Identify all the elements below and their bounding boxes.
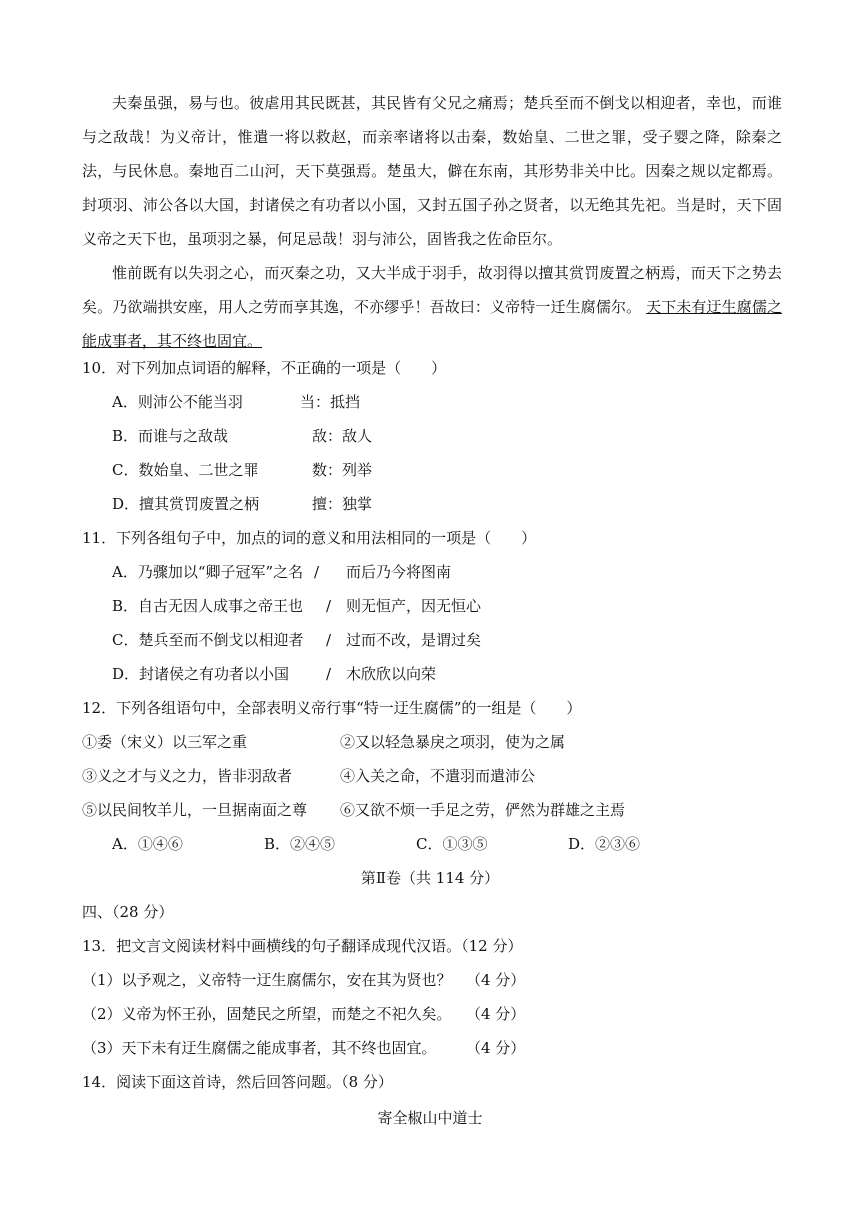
q10-option-a: A．则沛公不能当羽 [112, 393, 243, 411]
q11-option-b: B．自古无因人成事之帝王也 [112, 597, 304, 615]
q14-stem: 14．阅读下面这首诗，然后回答问题。（8 分） [82, 1073, 393, 1091]
q12-item-5: ⑤以民间牧羊儿，一旦据南面之尊 [82, 801, 308, 819]
q12-item-3: ③义之才与义之力，皆非羽敌者 [82, 767, 293, 785]
q13-item-3: （3）天下未有迂生腐儒之能成事者，其不终也固宜。 [82, 1039, 437, 1057]
q13-stem: 13．把文言文阅读材料中画横线的句子翻译成现代汉语。（12 分） [82, 937, 523, 955]
q12-choice-a: A．①④⑥ [112, 835, 183, 853]
q11-option-d-pair: 木欣欣以向荣 [346, 665, 437, 683]
q11-option-d-slash: / [326, 665, 332, 683]
q12-item-4: ④入关之命，不遣羽而遣沛公 [340, 767, 536, 785]
section-2-heading: 第Ⅱ卷（共 114 分） [360, 869, 500, 887]
q10-option-b-gloss: 敌：敌人 [312, 427, 373, 445]
q10-option-b: B．而谁与之敌哉 [112, 427, 229, 445]
q12-choice-b: B．②④⑤ [264, 835, 336, 853]
q13-item-2: （2）义帝为怀王孙，固楚民之所望，而楚之不祀久矣。 [82, 1005, 452, 1023]
q10-option-d-gloss: 擅：独掌 [312, 495, 373, 513]
q11-option-a: A．乃骤加以“卿子冠军”之名 [112, 563, 304, 581]
q11-option-b-slash: / [326, 597, 332, 615]
q11-option-a-pair: 而后乃今将图南 [346, 563, 452, 581]
part-4-heading: 四、（28 分） [82, 903, 174, 921]
passage-paragraph-2 [82, 256, 782, 358]
q12-item-6: ⑥又欲不烦一手足之劳，俨然为群雄之主焉 [340, 801, 626, 819]
q11-option-a-slash: / [314, 563, 320, 581]
q11-option-c: C．楚兵至而不倒戈以相迎者 [112, 631, 304, 649]
passage-paragraph-2-text: 惟前既有以失羽之心，而灭秦之功，又大半成于羽手，故羽得以擅其赏罚废置之柄焉，而天下之势去矣。乃欲端拱安座，用人之劳而享其逸，不亦缪乎！吾故曰：义帝特一迁生腐儒尔。 [82, 264, 782, 316]
q10-stem: 10．对下列加点词语的解释，不正确的一项是（ ） [82, 359, 447, 377]
q12-item-2: ②又以轻急暴戾之项羽，使为之属 [340, 733, 566, 751]
q10-option-c: C．数始皇、二世之罪 [112, 461, 259, 479]
q13-item-1-score: （4 分） [466, 971, 526, 989]
q10-option-a-gloss: 当：抵挡 [300, 393, 361, 411]
q12-stem: 12．下列各组语句中，全部表明义帝行事“特一迂生腐儒”的一组是（ ） [82, 699, 582, 717]
q13-item-3-score: （4 分） [466, 1039, 526, 1057]
q13-item-1: （1）以予观之，义帝特一迂生腐儒尔，安在其为贤也？ [82, 971, 452, 989]
q10-option-c-gloss: 数：列举 [312, 461, 373, 479]
q12-choice-d: D．②③⑥ [568, 835, 641, 853]
underlined-sentence: 天下未有迂生腐儒之能成事者，其不终也固宜。 [82, 298, 782, 350]
q11-option-b-pair: 则无恒产，因无恒心 [346, 597, 482, 615]
poem-title: 寄全椒山中道士 [377, 1109, 483, 1127]
q12-item-1: ①委（宋义）以三军之重 [82, 733, 248, 751]
q11-stem: 11．下列各组句子中，加点的词的意义和用法相同的一项是（ ） [82, 529, 537, 547]
q10-option-d: D．擅其赏罚废置之柄 [112, 495, 260, 513]
q12-choice-c: C．①③⑤ [416, 835, 488, 853]
q11-option-c-slash: / [326, 631, 332, 649]
q11-option-c-pair: 过而不改，是谓过矣 [346, 631, 482, 649]
passage-paragraph-1: 夫秦虽强，易与也。彼虐用其民既甚，其民皆有父兄之痛焉；楚兵至而不倒戈以相迎者，幸也，而谁与之敌哉！为义帝计，惟遣一将以救赵，而亲率诸将以击秦，数始皇、二世之罪，受子婴之降，除秦之法，与民休息。秦地百二山河，天下莫强焉。楚虽大，僻在东南，其形势非关中比。因秦之规以定都焉。封项羽、沛公各以大国，封诸侯之有功者以小国，又封五国子孙之贤者，以无绝其先祀。当是时，天下固义帝之天下也，虽项羽之暴，何足忌哉！羽与沛公，固皆我之佐命臣尔。 [82, 94, 782, 248]
q11-option-d: D．封诸侯之有功者以小国 [112, 665, 290, 683]
q13-item-2-score: （4 分） [466, 1005, 526, 1023]
passage [82, 86, 782, 358]
